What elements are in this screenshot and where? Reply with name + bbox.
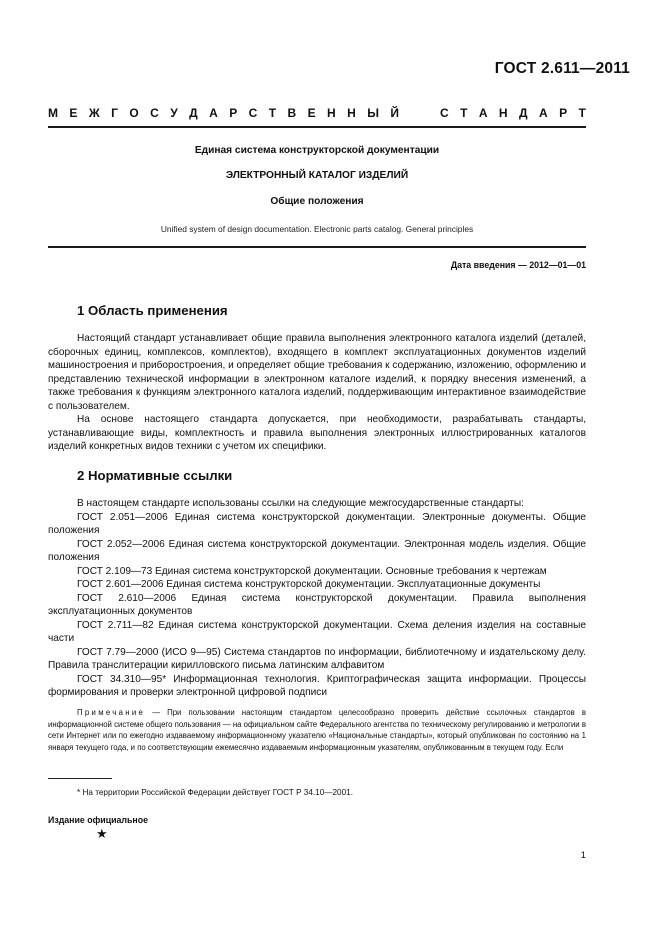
banner-letter [425, 106, 428, 120]
star-icon: ★ [96, 826, 108, 841]
banner-letter: Д [519, 106, 528, 120]
banner-letter: Е [307, 106, 316, 120]
reference-item: ГОСТ 7.79—2000 (ИСО 9—95) Система стандартов по информации, библиотечному и издательскому делу. Правила транслитерации кирилловского письма латинским алфавитом [48, 646, 586, 671]
banner-letter: Й [390, 106, 400, 120]
section-1-body [48, 332, 586, 454]
banner-letter: С [248, 106, 258, 120]
banner-letter: О [129, 106, 139, 120]
section-2-heading: 2 Нормативные ссылки [77, 468, 233, 483]
reference-item: ГОСТ 2.711—82 Единая система конструкторской документации. Схема деления изделия на составные части [48, 619, 586, 644]
title-rule [48, 246, 586, 248]
section-2-body [48, 497, 586, 700]
document-title: ЭЛЕКТРОННЫЙ КАТАЛОГ ИЗДЕЛИЙ [225, 170, 409, 181]
section-1-heading: 1 Область применения [77, 303, 228, 318]
footnote: * На территории Российской Федерации действует ГОСТ Р 34.10—2001. [77, 788, 353, 797]
banner-letter: Т [268, 106, 277, 120]
reference-item: ГОСТ 2.610—2006 Единая система конструкторской документации. Правила выполнения эксплуатационных документов [48, 592, 586, 617]
document-subtitle: Общие положения [270, 196, 364, 207]
banner-letter: Т [578, 106, 586, 120]
reference-item: ГОСТ 2.601—2006 Единая система конструкторской документации. Эксплуатационные документы [77, 579, 541, 590]
interstate-standard-banner [48, 106, 586, 120]
paragraph: Настоящий стандарт устанавливает общие правила выполнения электронного каталога изделий (деталей, сборочных единиц, комплексов, комплектов), входящего в комплект эксплуатационных документов изделий машиностроения и приборостроения, и определяет общие требования к содержанию, изложению, оформлению и представлению технической информации в электронном каталоге изделий, к порядку внесения изменений, а также требования к функциям электронного каталога изделий, поддерживающим интерактивное взаимодействие с пользователем. [48, 333, 586, 412]
standard-series: Единая система конструкторской документации [194, 145, 440, 156]
banner-letter: У [170, 106, 178, 120]
introduction-date: Дата введения — 2012—01—01 [450, 260, 586, 270]
reference-item: ГОСТ 34.310—95* Информационная технология. Криптографическая защита информации. Процессы формирования и проверки электронной цифровой подписи [48, 673, 586, 698]
english-title: Unified system of design documentation. Electronic parts catalog. General principles [160, 224, 474, 234]
note-label: Примечание [77, 708, 146, 717]
reference-item: ГОСТ 2.051—2006 Единая система конструкторской документации. Электронные документы. Общие положения [48, 511, 586, 536]
banner-letter: В [287, 106, 297, 120]
banner-letter: А [539, 106, 548, 120]
banner-letter: Р [559, 106, 568, 120]
banner-letter: Ж [88, 106, 100, 120]
note-text: — При пользовании настоящим стандартом целесообразно проверить действие ссылочных стандартов в информационной системе общего пользования — на официальном сайте Федерального агентства по техническому регулированию и метрологии в сети Интернет или по ежегодно издаваемому информационному указателю «Национальные стандарты», который опубликован по состоянию на 1 января текущего года, и по соответствующим ежемесячно издаваемым информационным указателям, опубликованным в текущем году. Если [48, 708, 586, 752]
page-number: 1 [580, 850, 586, 861]
banner-letter: С [439, 106, 449, 120]
references-intro: В настоящем стандарте использованы ссылки на следующие межгосударственные стандарты: [77, 498, 524, 509]
banner-letter: А [209, 106, 218, 120]
banner-letter: Т [460, 106, 468, 120]
banner-letter: С [150, 106, 159, 120]
reference-item: ГОСТ 2.052—2006 Единая система конструкторской документации. Электронная модель изделия. Общие положения [48, 538, 586, 563]
banner-letter: Н [347, 106, 356, 120]
document-code: ГОСТ 2.611—2011 [494, 60, 630, 77]
banner-letter [410, 106, 413, 120]
banner-letter: М [48, 106, 58, 120]
banner-letter: Е [69, 106, 78, 120]
banner-letter: Ы [367, 106, 379, 120]
banner-letter: А [478, 106, 488, 120]
reference-item: ГОСТ 2.109—73 Единая система конструкторской документации. Основные требования к чертежам [77, 565, 547, 577]
banner-letter: Н [327, 106, 336, 120]
note [48, 707, 586, 753]
banner-letter: Д [189, 106, 198, 120]
paragraph: На основе настоящего стандарта допускается, при необходимости, разрабатывать стандарты, устанавливающие виды, комплектность и правила выполнения электронных иллюстрированных каталогов изделий конкретных видов техники с учетом их специфики. [48, 414, 586, 452]
header-rule [48, 126, 586, 128]
footnote-rule [48, 778, 112, 779]
edition-label: Издание официальное [48, 815, 148, 825]
banner-letter: Г [111, 106, 118, 120]
banner-letter: Р [229, 106, 238, 120]
banner-letter: Н [498, 106, 508, 120]
